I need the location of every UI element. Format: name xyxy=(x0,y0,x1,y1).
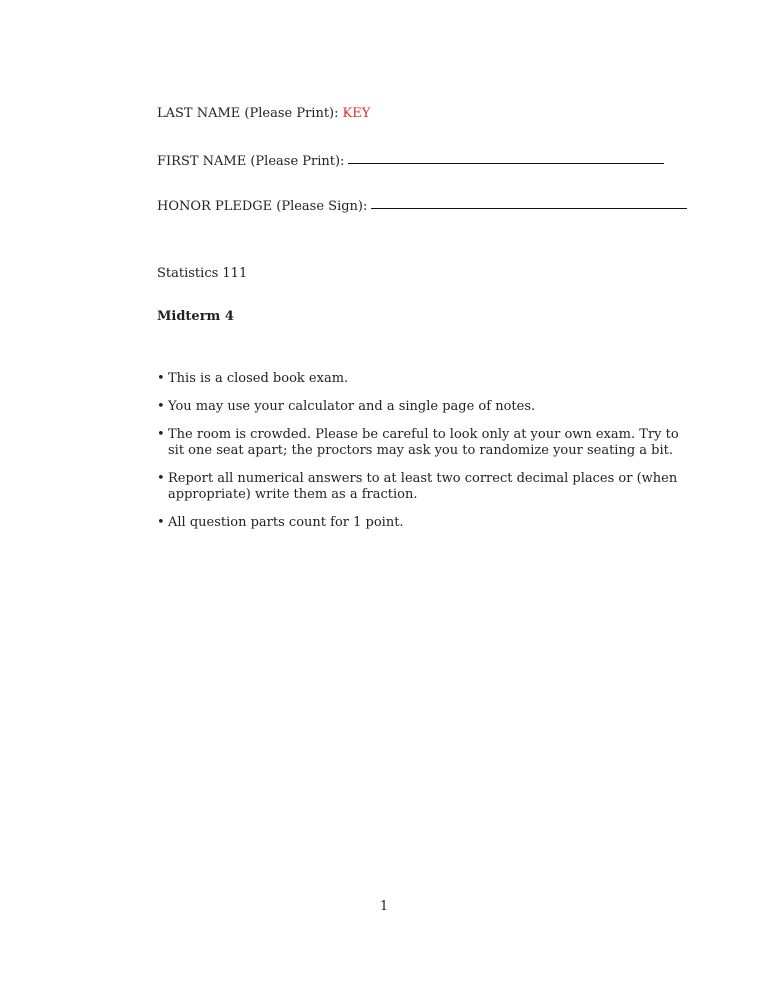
instruction-item: • This is a closed book exam. xyxy=(157,371,349,386)
instruction-item: • You may use your calculator and a single page of notes. xyxy=(157,399,536,414)
course-name: Statistics 111 xyxy=(157,266,248,281)
bullet-icon: • xyxy=(157,515,165,530)
instruction-item: • All question parts count for 1 point. xyxy=(157,515,404,530)
instruction-item: • The room is crowded. Please be careful to look only at your own exam. Try to sit one seat apart; the proctors may ask you to randomize your seating a bit. xyxy=(157,427,679,458)
page-number: 1 xyxy=(379,899,389,914)
bullet-icon: • xyxy=(157,399,165,414)
last-name-value: KEY xyxy=(342,106,371,121)
honor-pledge-row xyxy=(157,199,687,214)
bullet-icon: • xyxy=(157,471,165,486)
last-name-row xyxy=(157,106,370,121)
bullet-icon: • xyxy=(157,427,165,442)
first-name-row xyxy=(157,154,664,169)
last-name-label: LAST NAME (Please Print): xyxy=(157,106,339,121)
instructions-list xyxy=(157,371,687,543)
honor-pledge-label: HONOR PLEDGE (Please Sign): xyxy=(157,199,368,214)
first-name-blank[interactable] xyxy=(348,163,664,164)
bullet-icon: • xyxy=(157,371,165,386)
exam-title: Midterm 4 xyxy=(157,309,234,324)
instruction-item: • Report all numerical answers to at least two correct decimal places or (when appropriate) write them as a fraction. xyxy=(157,471,678,502)
first-name-label: FIRST NAME (Please Print): xyxy=(157,154,345,169)
honor-pledge-blank[interactable] xyxy=(371,208,687,209)
